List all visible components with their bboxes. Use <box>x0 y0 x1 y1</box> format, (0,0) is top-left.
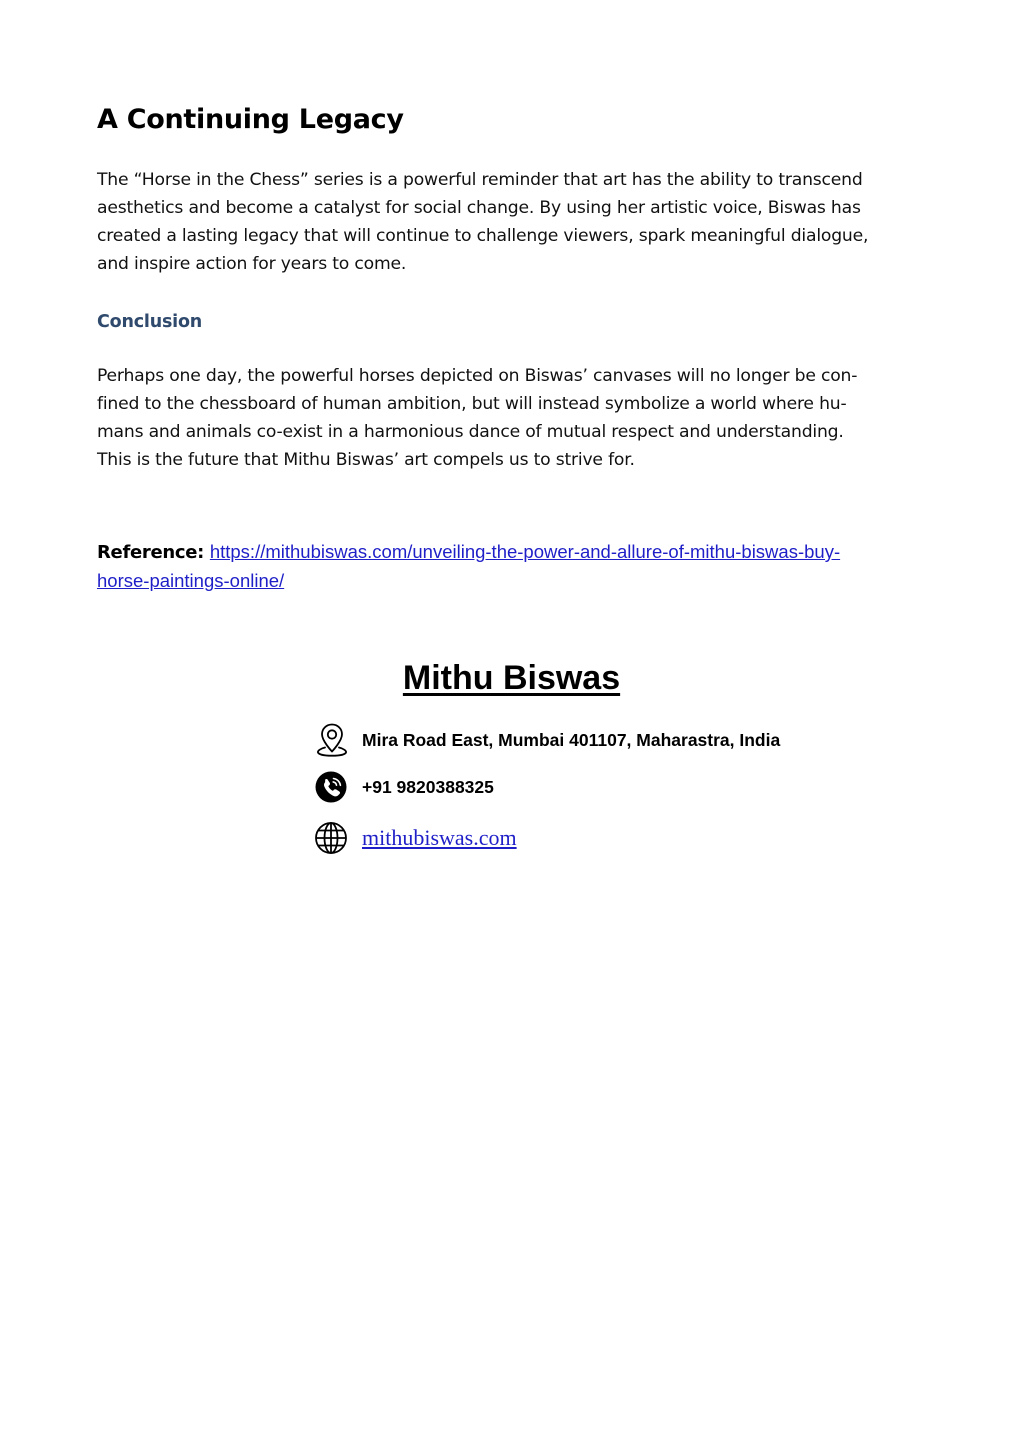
phone-icon <box>314 769 350 805</box>
paragraph-line: Perhaps one day, the powerful horses depicted on Biswas’ canvases will no longer be con- <box>97 366 858 386</box>
contact-website-link[interactable]: mithubiswas.com <box>362 825 517 850</box>
legacy-paragraph <box>97 166 868 278</box>
location-pin-icon <box>314 722 350 758</box>
paragraph-line: This is the future that Mithu Biswas’ art compels us to strive for. <box>97 450 635 470</box>
paragraph-line: created a lasting legacy that will continue to challenge viewers, spark meaningful dialogue, <box>97 226 869 246</box>
section-heading: A Continuing Legacy <box>97 104 404 135</box>
globe-icon <box>314 820 350 856</box>
paragraph-line: aesthetics and become a catalyst for social change. By using her artistic voice, Biswas has <box>97 198 861 218</box>
contact-phone: +91 9820388325 <box>362 777 494 797</box>
reference-label: Reference: <box>97 542 205 563</box>
conclusion-heading: Conclusion <box>97 312 203 332</box>
contact-website-row <box>314 820 517 856</box>
paragraph-line: fined to the chessboard of human ambition, but will instead symbolize a world where hu- <box>97 394 847 414</box>
paragraph-line: and inspire action for years to come. <box>97 254 407 274</box>
contact-phone-row <box>314 769 494 805</box>
reference-link-continued[interactable]: horse-paintings-online/ <box>97 570 285 591</box>
reference-link[interactable]: https://mithubiswas.com/unveiling-the-power-and-allure-of-mithu-biswas-buy- <box>209 541 841 562</box>
reference-block <box>97 538 937 595</box>
contact-address: Mira Road East, Mumbai 401107, Maharastra, India <box>362 730 781 750</box>
paragraph-line: mans and animals co-exist in a harmonious dance of mutual respect and understanding. <box>97 422 844 442</box>
contact-name: Mithu Biswas <box>402 659 621 697</box>
conclusion-paragraph <box>97 362 857 474</box>
contact-address-row <box>314 722 781 758</box>
paragraph-line: The “Horse in the Chess” series is a powerful reminder that art has the ability to transcend <box>97 170 863 190</box>
